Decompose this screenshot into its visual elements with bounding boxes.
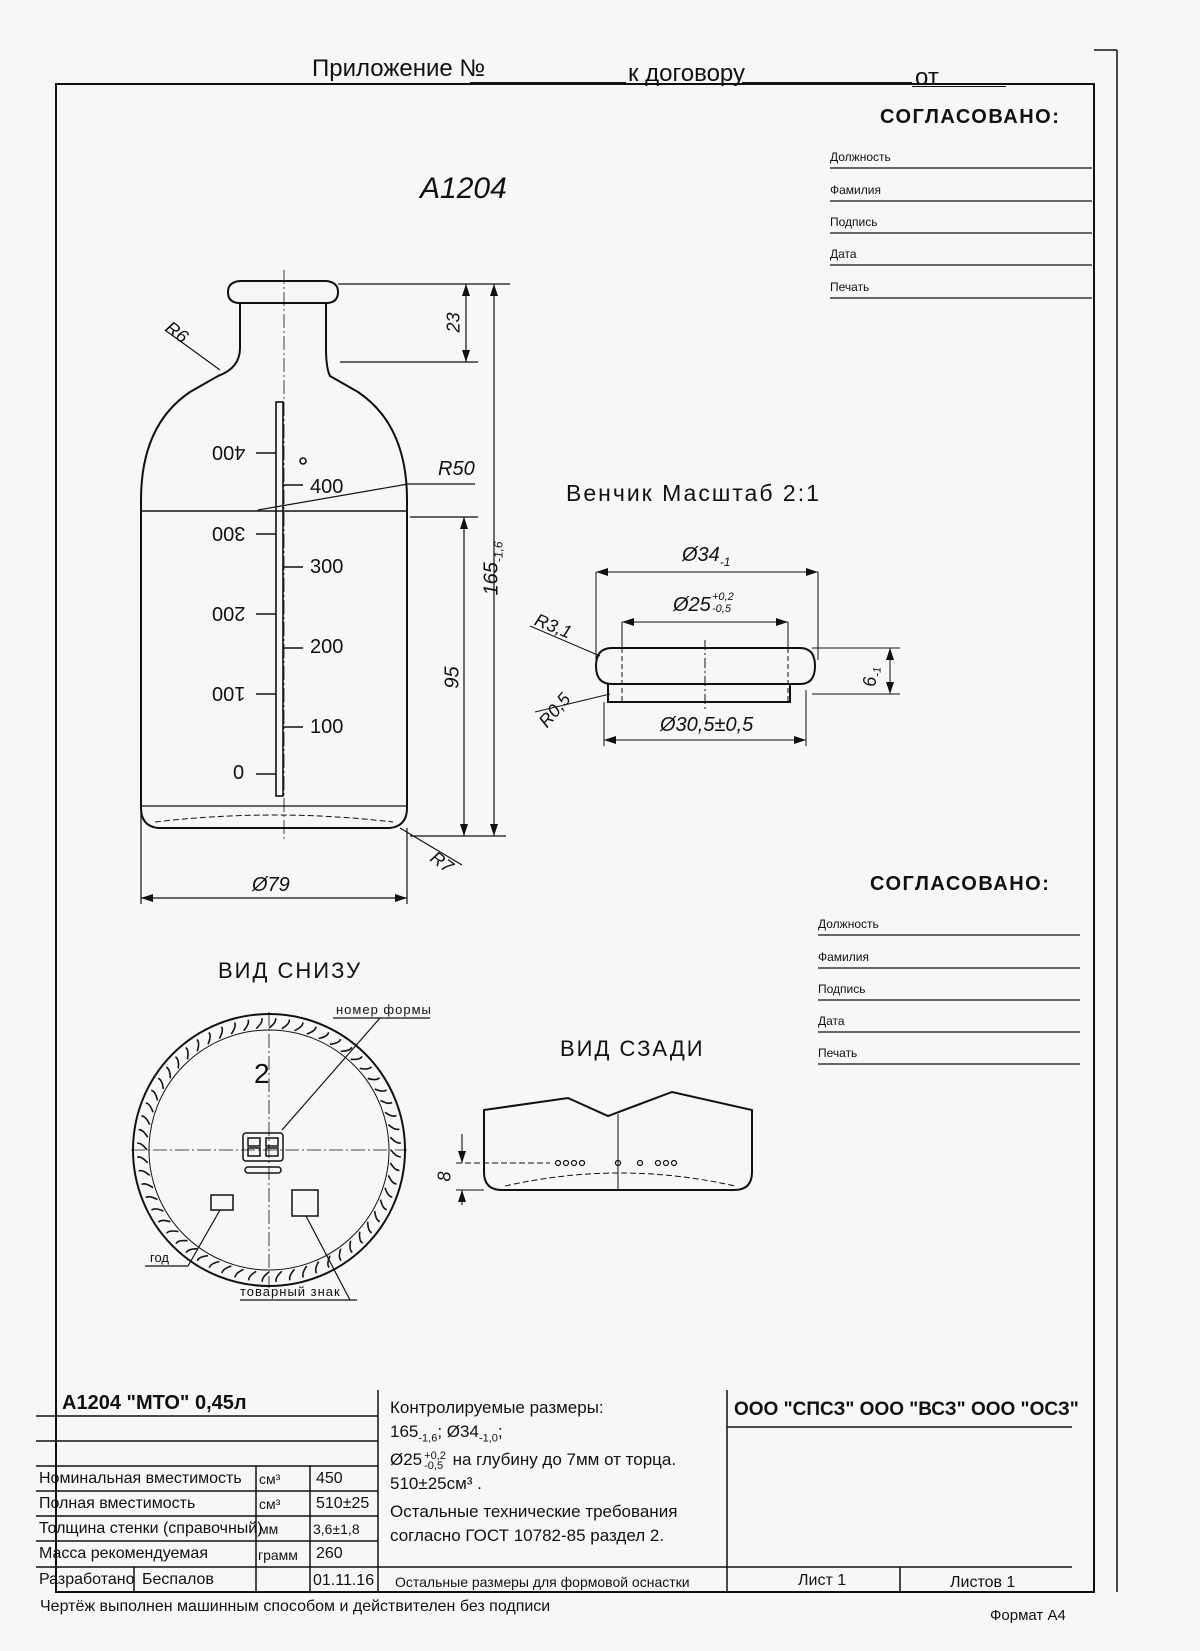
knurl-mark	[208, 1033, 210, 1045]
dim-r7: R7	[426, 847, 457, 877]
knurl-mark	[222, 1266, 231, 1273]
knurl-mark	[368, 1222, 372, 1233]
row-wall-name: Толщина стенки (справочный)	[39, 1520, 263, 1537]
approval-field-position: Должность	[830, 150, 891, 164]
knurl-mark	[176, 1241, 188, 1244]
footer-note: Остальные размеры для формовой оснастки	[395, 1574, 690, 1590]
knurl-mark	[146, 1197, 158, 1200]
knurl-mark	[167, 1231, 179, 1233]
knurl-mark	[137, 1157, 148, 1163]
knurl-mark	[390, 1137, 401, 1143]
knurl-mark	[341, 1047, 352, 1051]
scale-left-400: 400	[212, 441, 246, 463]
scale-left-0: 0	[233, 762, 245, 784]
product-title: А1204 "МТО" 0,45л	[62, 1392, 247, 1414]
scale-left-100: 100	[212, 682, 246, 704]
rim-d34-tol: -1	[719, 555, 731, 569]
notes-line-2	[390, 1450, 676, 1471]
knurl-mark	[330, 1039, 341, 1044]
approval-title-bottom: СОГЛАСОВАНО:	[870, 873, 1051, 895]
bottom-note: Чертёж выполнен машинным способом и действителен без подписи	[40, 1598, 551, 1615]
notes-title: Контролируемые размеры:	[390, 1398, 604, 1417]
mold-number-label: номер формы	[336, 1002, 432, 1017]
knurl-mark	[139, 1130, 148, 1138]
knurl-mark	[158, 1078, 163, 1089]
knurl-mark	[244, 1020, 249, 1031]
notes-line-2-tol-low: -0,5	[424, 1459, 444, 1472]
notes-line-2-tol-up: +0,2	[424, 1449, 446, 1462]
year-label: год	[150, 1250, 169, 1265]
notes-line-2-a: Ø25	[390, 1450, 423, 1469]
knurl-mark	[385, 1188, 392, 1197]
rim-view-title: Венчик Масштаб 2:1	[566, 480, 821, 506]
row-nominal-unit: см³	[259, 1471, 281, 1487]
knurl-mark	[282, 1020, 290, 1029]
drawing-code: А1204	[420, 172, 507, 205]
knurl-mark	[175, 1057, 178, 1069]
knurl-mark	[316, 1262, 319, 1274]
knurl-mark	[290, 1269, 295, 1280]
knurl-mark	[159, 1220, 171, 1222]
rim-d34	[682, 544, 730, 569]
notes-line-2-tol	[424, 1451, 446, 1471]
knurl-mark	[381, 1100, 393, 1103]
knurl-mark	[269, 1018, 276, 1028]
notes-line-3: 510±25см³ .	[390, 1474, 482, 1493]
approval-field-signature-2: Подпись	[818, 982, 866, 996]
developed-date: 01.11.16	[313, 1572, 375, 1589]
knurl-mark	[388, 1125, 399, 1130]
knurl-mark	[141, 1116, 149, 1125]
rim-d25-tol-low: -0,5	[712, 603, 731, 615]
rim-r05: R0,5	[534, 689, 575, 732]
row-nominal-value: 450	[316, 1470, 343, 1487]
row-mass-name: Масса рекомендуемая	[39, 1545, 208, 1562]
knurl-mark	[307, 1027, 316, 1034]
knurl-mark	[235, 1269, 244, 1277]
dim-h23: 23	[443, 312, 464, 333]
knurl-mark	[256, 1018, 262, 1028]
date-label: от	[915, 64, 939, 91]
row-nominal-name: Номинальная вместимость	[39, 1470, 242, 1487]
sheet-number: Лист 1	[798, 1572, 847, 1589]
scale-right-400: 400	[310, 476, 344, 498]
knurl-mark	[231, 1023, 235, 1034]
dim-h95: 95	[441, 666, 464, 689]
knurl-mark	[375, 1089, 387, 1091]
notes-line-1-a-tol: -1,6	[418, 1432, 438, 1445]
scale-left-300: 300	[212, 522, 246, 544]
knurl-mark	[146, 1103, 153, 1112]
paper-format: Формат А4	[990, 1607, 1066, 1624]
row-full-name: Полная вместимость	[39, 1495, 196, 1512]
row-mass-unit: грамм	[258, 1547, 298, 1563]
rim-d25-tol-up: +0,2	[712, 591, 734, 603]
scale-right-100: 100	[310, 716, 344, 738]
knurl-mark	[350, 1241, 352, 1253]
row-mass-value: 260	[316, 1545, 343, 1562]
rim-d305: Ø30,5±0,5	[660, 714, 754, 736]
approval-field-date-2: Дата	[818, 1014, 845, 1028]
rim-r31: R3,1	[531, 609, 575, 643]
trademark-label: товарный знак	[240, 1284, 341, 1299]
knurl-mark	[360, 1067, 372, 1069]
rim-h6-tol: -1	[871, 666, 884, 677]
developed-label: Разработано	[39, 1571, 135, 1588]
knurl-mark	[339, 1249, 341, 1261]
knurl-mark	[381, 1200, 387, 1210]
approval-field-surname-2: Фамилия	[818, 950, 869, 964]
knurl-mark	[151, 1090, 157, 1100]
dim-r6: R6	[161, 317, 192, 347]
dim-h165	[481, 541, 506, 595]
approval-field-surname: Фамилия	[830, 183, 881, 197]
notes-line-1-c: ;	[497, 1422, 503, 1441]
dim-h165-tol: -1,6	[491, 541, 506, 563]
knurl-mark	[152, 1209, 164, 1211]
rim-d25-tol	[712, 591, 734, 615]
back-dim-h8: 8	[434, 1171, 455, 1182]
approval-field-stamp: Печать	[830, 280, 870, 294]
mold-number: 2	[254, 1058, 270, 1089]
knurl-mark	[262, 1272, 269, 1282]
knurl-mark	[197, 1256, 208, 1261]
knurl-mark	[139, 1171, 150, 1176]
bottom-view-title: ВИД СНИЗУ	[218, 958, 363, 983]
knurl-mark	[142, 1184, 153, 1188]
knurl-mark	[137, 1143, 147, 1150]
appendix-label: Приложение №	[312, 55, 486, 82]
scale-right-300: 300	[310, 556, 344, 578]
knurl-mark	[388, 1175, 396, 1184]
notes-line-4: Остальные технические требования	[390, 1502, 678, 1521]
notes-line-1-a: 165	[390, 1422, 419, 1441]
dim-h165-value: 165	[480, 562, 503, 596]
knurl-mark	[219, 1027, 222, 1039]
rim-d25: Ø25	[673, 594, 711, 616]
notes-line-1-b-tol: -1,0	[478, 1432, 498, 1445]
notes-line-1-b: ; Ø34	[437, 1422, 479, 1441]
rim-h6	[860, 667, 884, 687]
knurl-mark	[276, 1271, 282, 1282]
approval-title-top: СОГЛАСОВАНО:	[880, 106, 1061, 128]
dim-r50: R50	[438, 458, 475, 480]
rim-d34-value: Ø34	[682, 544, 720, 566]
knurl-mark	[249, 1271, 257, 1280]
knurl-mark	[360, 1232, 363, 1244]
knurl-mark	[166, 1067, 170, 1078]
back-view-title: ВИД СЗАДИ	[560, 1036, 705, 1061]
developer-name: Беспалов	[142, 1571, 214, 1588]
manufacturers: ООО "СПСЗ" ООО "ВСЗ" ООО "ОСЗ"	[734, 1399, 1079, 1420]
row-wall-unit: мм	[259, 1521, 279, 1537]
row-full-value: 510±25	[316, 1495, 370, 1512]
approval-field-signature: Подпись	[830, 215, 878, 229]
sheets-total: Листов 1	[950, 1574, 1016, 1591]
knurl-mark	[385, 1112, 396, 1116]
approval-field-stamp-2: Печать	[818, 1046, 858, 1060]
approval-field-date: Дата	[830, 247, 857, 261]
notes-line-2-b: на глубину до 7мм от торца.	[447, 1450, 677, 1469]
knurl-mark	[209, 1262, 219, 1268]
knurl-mark	[368, 1078, 380, 1080]
dim-d79: Ø79	[252, 874, 290, 896]
scale-right-200: 200	[310, 636, 344, 658]
knurl-mark	[294, 1022, 303, 1030]
rim-h6-value: 6	[860, 676, 881, 687]
notes-line-5: согласно ГОСТ 10782-85 раздел 2.	[390, 1526, 665, 1545]
scale-left-200: 200	[212, 602, 246, 624]
approval-field-position-2: Должность	[818, 917, 879, 931]
knurl-mark	[390, 1163, 399, 1171]
knurl-mark	[351, 1056, 363, 1059]
row-full-unit: см³	[259, 1496, 281, 1512]
knurl-mark	[186, 1048, 188, 1060]
row-wall-value: 3,6±1,8	[313, 1521, 360, 1537]
knurl-mark	[303, 1266, 307, 1277]
knurl-mark	[375, 1211, 380, 1222]
knurl-mark	[197, 1040, 199, 1052]
notes-line-1	[390, 1422, 503, 1444]
knurl-mark	[319, 1032, 329, 1038]
knurl-mark	[391, 1150, 401, 1157]
contract-label: к договору	[628, 60, 745, 87]
